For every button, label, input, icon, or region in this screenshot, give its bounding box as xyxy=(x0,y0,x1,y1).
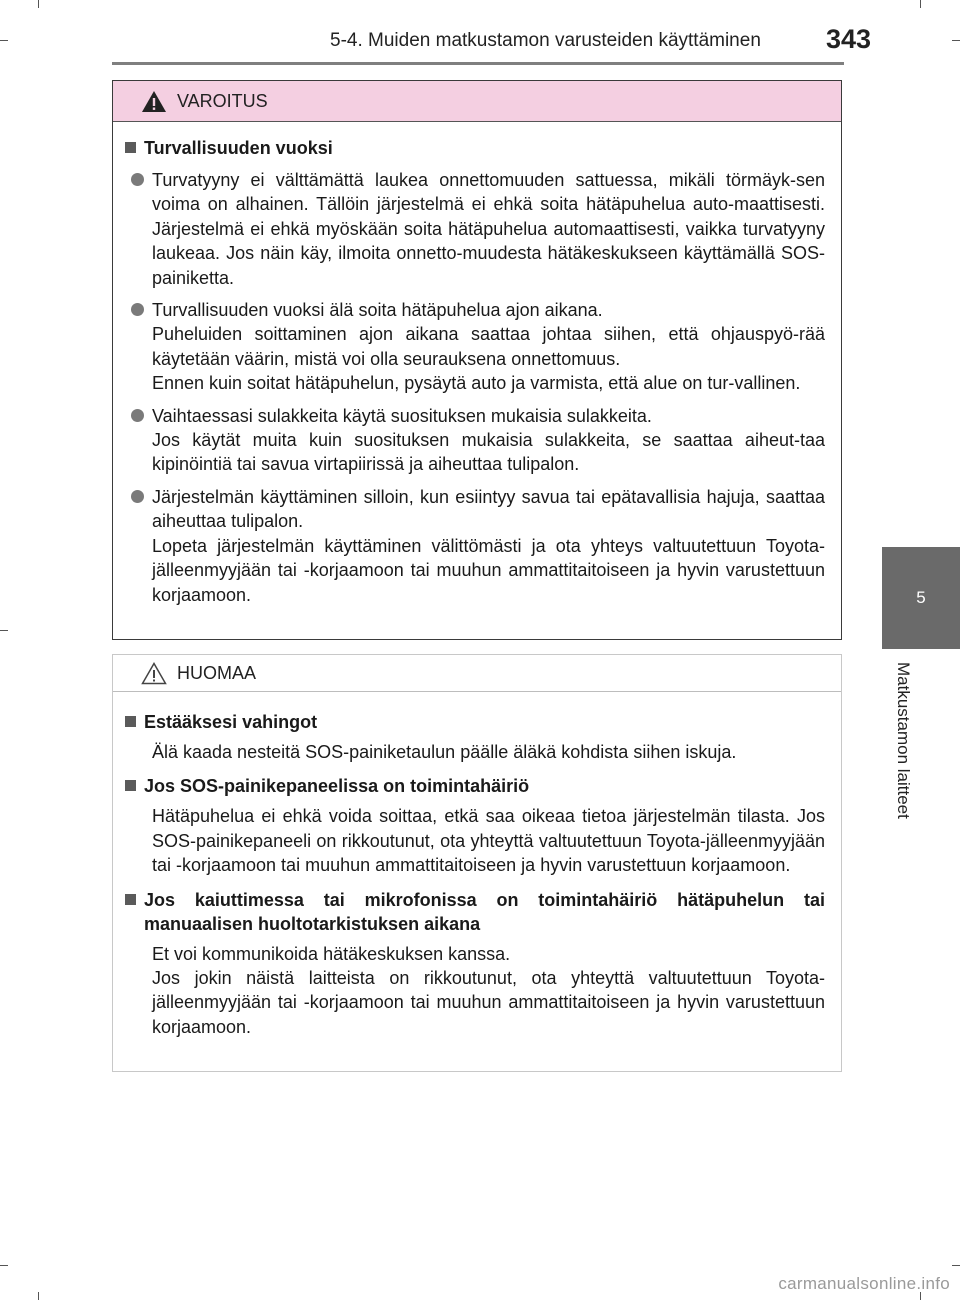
bullet-text: Vaihtaessasi sulakkeita käytä suosituksen mukaisia sulakkeita. xyxy=(152,405,652,426)
round-bullet-icon xyxy=(131,303,144,316)
crop-mark xyxy=(0,40,8,41)
crop-mark xyxy=(952,1265,960,1266)
warning-title: VAROITUS xyxy=(177,90,268,111)
crop-mark xyxy=(0,1265,8,1266)
bullet-text: Ennen kuin soitat hätäpuhelun, pysäytä auto ja varmista, että alue on tur-vallinen. xyxy=(152,373,801,394)
bullet-text: Puheluiden soittaminen ajon aikana saattaa johtaa siihen, että ohjauspyö-rää käytetään väärin, mistä voi olla seurauksena onnettomuus. xyxy=(152,324,825,369)
warning-bullet xyxy=(125,298,825,396)
bullet-text: Turvallisuuden vuoksi älä soita hätäpuhelua ajon aikana. xyxy=(152,300,603,321)
bullet-text: Turvatyyny ei välttämättä laukea onnettomuuden sattuessa, mikäli törmäyk-sen voima on alhainen. Tällöin järjestelmä ei ehkä soita hätäpuhelua auto-maattisesti. Järjestelmä ei ehkä myöskään soita hätäpuhelua automaattisesti, vaikka turvatyyny laukeaa. Jos näin käy, ilmoita onnetto-muudesta hätäkeskukseen käyttämällä SOS-painiketta. xyxy=(152,170,825,288)
crop-mark xyxy=(0,630,8,631)
warning-triangle-outline-icon xyxy=(141,662,167,685)
notice-title: HUOMAA xyxy=(177,662,257,683)
running-header-section: 5-4. Muiden matkustamon varusteiden käyttäminen xyxy=(330,30,761,51)
square-bullet-icon xyxy=(125,716,136,727)
bullet-text: Jos käytät muita kuin suosituksen mukaisia sulakkeita, se saattaa aiheut-taa kipinöintiä tai savua virtapiirissä ja aiheuttaa tulipalon. xyxy=(152,430,825,475)
warning-bullet xyxy=(125,485,825,607)
round-bullet-icon xyxy=(131,490,144,503)
square-bullet-icon xyxy=(125,894,136,905)
warning-box xyxy=(112,80,842,640)
chapter-tab xyxy=(882,547,960,649)
warning-bullet xyxy=(125,404,825,477)
notice-section-title: Jos kaiuttimessa tai mikrofonissa on toimintahäiriö hätäpuhelun tai manuaalisen huoltotarkistuksen aikana xyxy=(125,888,825,936)
crop-mark xyxy=(920,0,921,8)
notice-section-text: Hätäpuhelua ei ehkä voida soittaa, etkä saa oikeaa tietoa järjestelmän tilasta. Jos SOS-painikepaneeli on rikkoutunut, ota yhteyttä valtuutettuun Toyota-jälleenmyyjään tai -korjaamoon tai muuhun ammattitaitoiseen ja hyvin varustettuun korjaamoon. xyxy=(152,806,825,876)
warning-triangle-filled-icon xyxy=(141,90,167,113)
chapter-number: 5 xyxy=(916,588,926,607)
notice-section-text: Et voi kommunikoida hätäkeskuksen kanssa. Jos jokin näistä laitteista on rikkoutunut, ota yhteyttä valtuutettuun Toyota-jälleenmyyjään tai -korjaamoon tai muuhun ammattitaitoiseen ja hyvin varustettuun korjaamoon. xyxy=(152,943,825,1037)
notice-body xyxy=(113,692,841,1039)
watermark: carmanualsonline.info xyxy=(778,1274,950,1293)
notice-section-title: Jos SOS-painikepaneelissa on toimintahäiriö xyxy=(125,774,825,798)
notice-header xyxy=(113,655,841,692)
warning-section-title: Turvallisuuden vuoksi xyxy=(125,136,825,160)
notice-section-title: Estääksesi vahingot xyxy=(125,710,825,734)
crop-mark xyxy=(38,1292,39,1300)
square-bullet-icon xyxy=(125,142,136,153)
crop-mark xyxy=(38,0,39,8)
notice-section-text: Älä kaada nesteitä SOS-painiketaulun päälle äläkä kohdista siihen iskuja. xyxy=(152,742,737,762)
crop-mark xyxy=(952,40,960,41)
warning-header xyxy=(113,81,841,122)
header-rule xyxy=(112,62,844,65)
chapter-title: Matkustamon laitteet xyxy=(894,662,913,819)
notice-box xyxy=(112,654,842,1072)
square-bullet-icon xyxy=(125,780,136,791)
page-number: 343 xyxy=(826,24,872,54)
round-bullet-icon xyxy=(131,173,144,186)
round-bullet-icon xyxy=(131,409,144,422)
warning-body xyxy=(113,122,841,607)
bullet-text: Lopeta järjestelmän käyttäminen välittömästi ja ota yhteys valtuutettuun Toyota-jälleenmyyjään tai -korjaamoon tai muuhun ammattitaitoiseen ja hyvin varustettuun korjaamoon. xyxy=(152,535,825,605)
warning-bullet xyxy=(125,168,825,290)
bullet-text: Järjestelmän käyttäminen silloin, kun esiintyy savua tai epätavallisia hajuja, saattaa aiheuttaa tulipalon. xyxy=(152,486,825,532)
